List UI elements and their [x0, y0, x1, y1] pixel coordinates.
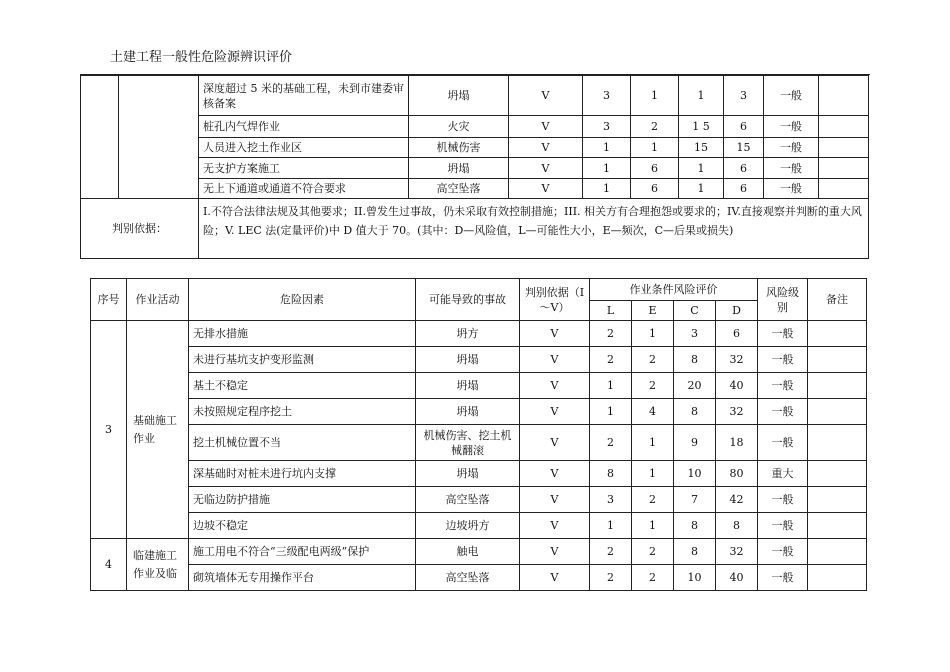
seq-cell-blank [81, 76, 119, 199]
header-seq: 序号 [91, 279, 127, 321]
hazard-table [90, 278, 867, 591]
factor-cell: 未进行基坑支护变形监测 [189, 347, 416, 373]
note-cell [808, 461, 867, 487]
d-cell: 32 [716, 347, 758, 373]
accident-cell: 机械伤害 [409, 138, 509, 158]
d-cell: 15 [724, 138, 764, 158]
table-row [91, 321, 867, 347]
l-cell: 2 [590, 565, 632, 591]
d-cell: 42 [716, 487, 758, 513]
c-cell: 3 [674, 321, 716, 347]
note-cell [819, 76, 869, 116]
accident-cell: 坍塌 [416, 347, 520, 373]
table-row [91, 399, 867, 425]
header-accident: 可能导致的事故 [416, 279, 520, 321]
l-cell: 2 [590, 347, 632, 373]
basis-cell: V [520, 487, 590, 513]
basis-cell: V [520, 373, 590, 399]
l-cell: 3 [583, 76, 631, 116]
accident-cell: 坍塌 [416, 373, 520, 399]
table-row [91, 539, 867, 565]
l-cell: 1 [583, 158, 631, 179]
table-row [91, 347, 867, 373]
table-row [81, 76, 869, 116]
note-cell [808, 565, 867, 591]
d-cell: 80 [716, 461, 758, 487]
c-cell: 8 [674, 513, 716, 539]
factor-cell: 挖土机械位置不当 [189, 425, 416, 461]
header-d: D [716, 301, 758, 321]
l-cell: 2 [590, 539, 632, 565]
note-cell [819, 179, 869, 199]
note-cell [808, 347, 867, 373]
c-cell: 9 [674, 425, 716, 461]
level-cell: 一般 [758, 321, 808, 347]
table-row [91, 487, 867, 513]
factor-cell: 无支护方案施工 [199, 158, 409, 179]
factor-cell: 桩孔内气焊作业 [199, 116, 409, 138]
table-row [91, 513, 867, 539]
e-cell: 2 [632, 487, 674, 513]
level-cell: 一般 [758, 487, 808, 513]
note-cell [819, 158, 869, 179]
note-cell [819, 116, 869, 138]
c-cell: 15 [679, 138, 724, 158]
d-cell: 40 [716, 565, 758, 591]
table-row [91, 565, 867, 591]
c-cell: 10 [674, 565, 716, 591]
accident-cell: 火灾 [409, 116, 509, 138]
factor-cell: 基土不稳定 [189, 373, 416, 399]
factor-cell: 砌筑墙体无专用操作平台 [189, 565, 416, 591]
c-cell: 8 [674, 539, 716, 565]
factor-cell: 无排水措施 [189, 321, 416, 347]
e-cell: 2 [632, 539, 674, 565]
d-cell: 32 [716, 539, 758, 565]
e-cell: 1 [632, 425, 674, 461]
activity-cell: 基础施工作业 [127, 321, 189, 539]
d-cell: 40 [716, 373, 758, 399]
factor-cell: 无临边防护措施 [189, 487, 416, 513]
factor-cell: 施工用电不符合“三级配电两级”保护 [189, 539, 416, 565]
l-cell: 8 [590, 461, 632, 487]
basis-cell: V [509, 179, 583, 199]
basis-description: I.不符合法律法规及其他要求；II.曾发生过事故，仍未采取有效控制措施；III. 相关方有合理抱怨或要求的；IV.直接观察并判断的重大风险；V. LEC 法(定量评价)中 D 值大于 70。(其中：D—风险值，L—可能性大小，E—频次，C—后果或损失) [199, 199, 869, 259]
header-factor: 危险因素 [189, 279, 416, 321]
d-cell: 6 [716, 321, 758, 347]
c-cell: 8 [674, 347, 716, 373]
accident-cell: 坍塌 [416, 461, 520, 487]
level-cell: 一般 [764, 116, 819, 138]
e-cell: 6 [631, 158, 679, 179]
table-row [81, 158, 869, 179]
table-row [81, 138, 869, 158]
basis-cell: V [509, 76, 583, 116]
c-cell: 1 [679, 76, 724, 116]
note-cell [819, 138, 869, 158]
basis-cell: V [509, 116, 583, 138]
d-cell: 32 [716, 399, 758, 425]
e-cell: 4 [632, 399, 674, 425]
activity-cell: 临建施工作业及临 [127, 539, 189, 591]
level-cell: 一般 [758, 399, 808, 425]
note-cell [808, 425, 867, 461]
accident-cell: 坍塌 [409, 158, 509, 179]
l-cell: 1 [583, 138, 631, 158]
d-cell: 6 [724, 158, 764, 179]
note-cell [808, 399, 867, 425]
e-cell: 1 [632, 461, 674, 487]
accident-cell: 高空坠落 [416, 487, 520, 513]
note-cell [808, 321, 867, 347]
e-cell: 6 [631, 179, 679, 199]
e-cell: 2 [631, 116, 679, 138]
seq-cell: 3 [91, 321, 127, 539]
accident-cell: 边坡坍方 [416, 513, 520, 539]
basis-cell: V [509, 138, 583, 158]
header-activity: 作业活动 [127, 279, 189, 321]
note-cell [808, 513, 867, 539]
accident-cell: 坍塌 [409, 76, 509, 116]
c-cell: 7 [674, 487, 716, 513]
e-cell: 1 [631, 138, 679, 158]
note-cell [808, 373, 867, 399]
activity-cell-blank [119, 76, 199, 199]
level-cell: 一般 [764, 138, 819, 158]
basis-row [81, 199, 869, 259]
basis-cell: V [520, 461, 590, 487]
header-l: L [590, 301, 632, 321]
basis-cell: V [520, 347, 590, 373]
accident-cell: 高空坠落 [416, 565, 520, 591]
l-cell: 2 [590, 321, 632, 347]
factor-cell: 人员进入挖土作业区 [199, 138, 409, 158]
level-cell: 一般 [758, 539, 808, 565]
accident-cell: 触电 [416, 539, 520, 565]
hazard-table-continued [80, 75, 869, 259]
header-eval: 作业条件风险评价 [590, 279, 758, 301]
basis-cell: V [520, 539, 590, 565]
table-row [91, 425, 867, 461]
e-cell: 1 [632, 321, 674, 347]
l-cell: 3 [590, 487, 632, 513]
table-row [81, 179, 869, 199]
basis-cell: V [520, 513, 590, 539]
basis-cell: V [509, 158, 583, 179]
level-cell: 一般 [758, 425, 808, 461]
l-cell: 1 [590, 373, 632, 399]
l-cell: 1 [590, 513, 632, 539]
basis-label: 判别依据： [81, 199, 199, 259]
level-cell: 一般 [764, 158, 819, 179]
c-cell: 8 [674, 399, 716, 425]
e-cell: 2 [632, 373, 674, 399]
level-cell: 重大 [758, 461, 808, 487]
header-level: 风险级别 [758, 279, 808, 321]
d-cell: 6 [724, 179, 764, 199]
header-note: 备注 [808, 279, 867, 321]
table-row [91, 461, 867, 487]
factor-cell: 无上下通道或通道不符合要求 [199, 179, 409, 199]
accident-cell: 机械伤害、挖土机械翻滚 [416, 425, 520, 461]
basis-cell: V [520, 565, 590, 591]
d-cell: 8 [716, 513, 758, 539]
level-cell: 一般 [758, 347, 808, 373]
e-cell: 2 [632, 565, 674, 591]
l-cell: 1 [583, 179, 631, 199]
d-cell: 6 [724, 116, 764, 138]
level-cell: 一般 [764, 76, 819, 116]
level-cell: 一般 [758, 565, 808, 591]
factor-cell: 深基础时对桩未进行坑内支撑 [189, 461, 416, 487]
table-row [91, 373, 867, 399]
l-cell: 2 [590, 425, 632, 461]
header-row [91, 279, 867, 301]
level-cell: 一般 [758, 513, 808, 539]
c-cell: 1 [679, 158, 724, 179]
basis-cell: V [520, 425, 590, 461]
e-cell: 2 [632, 347, 674, 373]
accident-cell: 坍塌 [416, 399, 520, 425]
level-cell: 一般 [758, 373, 808, 399]
seq-cell: 4 [91, 539, 127, 591]
c-cell: 10 [674, 461, 716, 487]
accident-cell: 坍方 [416, 321, 520, 347]
e-cell: 1 [631, 76, 679, 116]
factor-cell: 未按照规定程序挖土 [189, 399, 416, 425]
e-cell: 1 [632, 513, 674, 539]
note-cell [808, 539, 867, 565]
level-cell: 一般 [764, 179, 819, 199]
factor-cell: 深度超过 5 米的基础工程，未到市建委审核备案 [199, 76, 409, 116]
factor-cell: 边坡不稳定 [189, 513, 416, 539]
basis-cell: V [520, 399, 590, 425]
header-c: C [674, 301, 716, 321]
l-cell: 1 [590, 399, 632, 425]
basis-cell: V [520, 321, 590, 347]
header-basis: 判别依据（I～V） [520, 279, 590, 321]
d-cell: 3 [724, 76, 764, 116]
d-cell: 18 [716, 425, 758, 461]
c-cell: 1 5 [679, 116, 724, 138]
table-row [81, 116, 869, 138]
note-cell [808, 487, 867, 513]
c-cell: 20 [674, 373, 716, 399]
accident-cell: 高空坠落 [409, 179, 509, 199]
document-title: 土建工程一般性危险源辨识评价 [110, 50, 293, 65]
header-e: E [632, 301, 674, 321]
l-cell: 3 [583, 116, 631, 138]
c-cell: 1 [679, 179, 724, 199]
